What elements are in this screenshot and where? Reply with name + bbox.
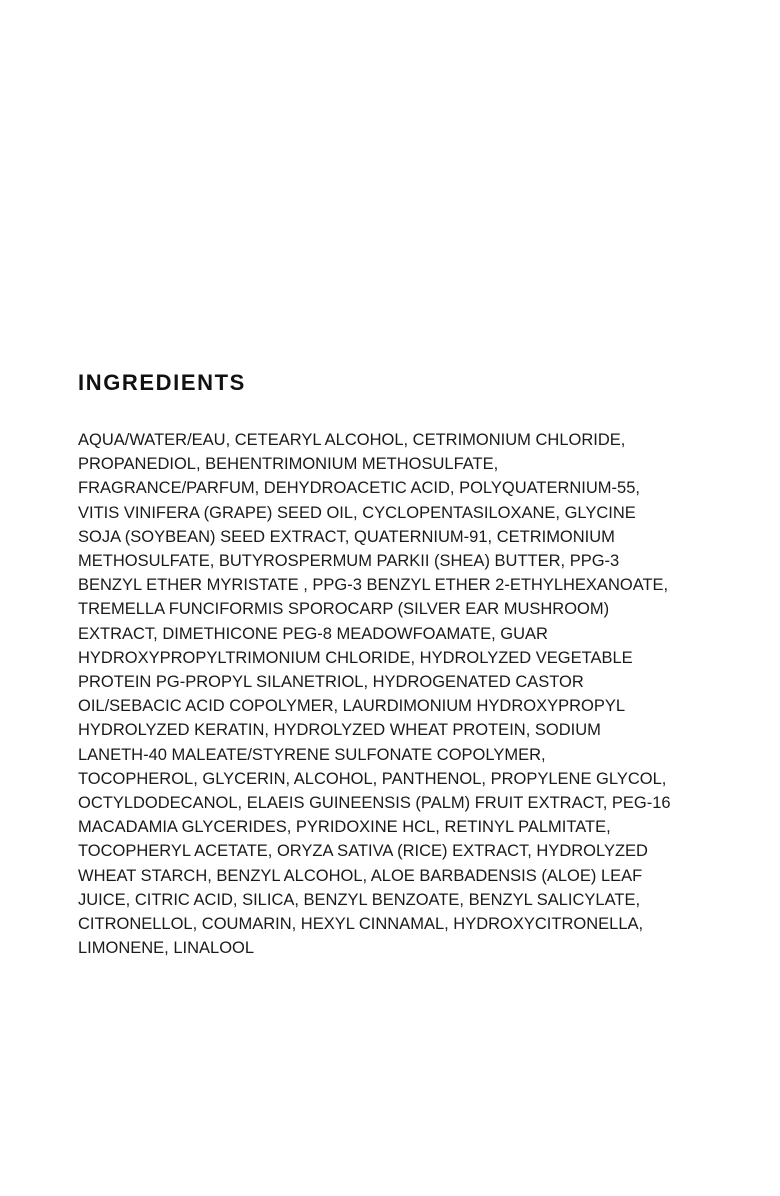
ingredients-line: PROPANEDIOL, BEHENTRIMONIUM METHOSULFATE, (78, 455, 499, 474)
ingredients-line: MACADAMIA GLYCERIDES, PYRIDOXINE HCL, RETINYL PALMITATE, (78, 818, 611, 837)
ingredients-heading: INGREDIENTS (78, 370, 246, 395)
ingredients-line: OIL/SEBACIC ACID COPOLYMER, LAURDIMONIUM HYDROXYPROPYL (78, 697, 626, 716)
ingredients-line: FRAGRANCE/PARFUM, DEHYDROACETIC ACID, POLYQUATERNIUM-55, (78, 479, 640, 498)
ingredients-line: HYDROXYPROPYLTRIMONIUM CHLORIDE, HYDROLYZED VEGETABLE (78, 648, 633, 667)
ingredients-line: LANETH-40 MALEATE/STYRENE SULFONATE COPOLYMER, (78, 745, 546, 764)
ingredients-line: VITIS VINIFERA (GRAPE) SEED OIL, CYCLOPENTASILOXANE, GLYCINE (78, 503, 636, 522)
ingredients-line: CITRONELLOL, COUMARIN, HEXYL CINNAMAL, HYDROXYCITRONELLA, (78, 915, 644, 934)
ingredients-line: BENZYL ETHER MYRISTATE , PPG-3 BENZYL ETHER 2-ETHYLHEXANOATE, (78, 576, 669, 595)
ingredients-line: TOCOPHEROL, GLYCERIN, ALCOHOL, PANTHENOL, PROPYLENE GLYCOL, (78, 769, 667, 788)
ingredients-list (78, 428, 728, 960)
ingredients-line: LIMONENE, LINALOOL (78, 939, 255, 958)
ingredients-line: HYDROLYZED KERATIN, HYDROLYZED WHEAT PROTEIN, SODIUM (78, 721, 601, 740)
ingredients-line: TREMELLA FUNCIFORMIS SPOROCARP (SILVER EAR MUSHROOM) (78, 600, 610, 619)
ingredients-line: TOCOPHERYL ACETATE, ORYZA SATIVA (RICE) EXTRACT, HYDROLYZED (78, 842, 648, 861)
ingredients-line: METHOSULFATE, BUTYROSPERMUM PARKII (SHEA) BUTTER, PPG-3 (78, 552, 620, 571)
ingredients-line: SOJA (SOYBEAN) SEED EXTRACT, QUATERNIUM-91, CETRIMONIUM (78, 527, 615, 546)
ingredients-line: AQUA/WATER/EAU, CETEARYL ALCOHOL, CETRIMONIUM CHLORIDE, (78, 431, 626, 449)
ingredients-line: PROTEIN PG-PROPYL SILANETRIOL, HYDROGENATED CASTOR (78, 673, 584, 692)
ingredients-section (78, 368, 728, 960)
ingredients-line: JUICE, CITRIC ACID, SILICA, BENZYL BENZOATE, BENZYL SALICYLATE, (78, 890, 641, 909)
ingredients-line: WHEAT STARCH, BENZYL ALCOHOL, ALOE BARBADENSIS (ALOE) LEAF (78, 866, 643, 885)
ingredients-line: EXTRACT, DIMETHICONE PEG-8 MEADOWFOAMATE, GUAR (78, 624, 548, 643)
ingredients-line: OCTYLDODECANOL, ELAEIS GUINEENSIS (PALM) FRUIT EXTRACT, PEG-16 (78, 794, 671, 813)
